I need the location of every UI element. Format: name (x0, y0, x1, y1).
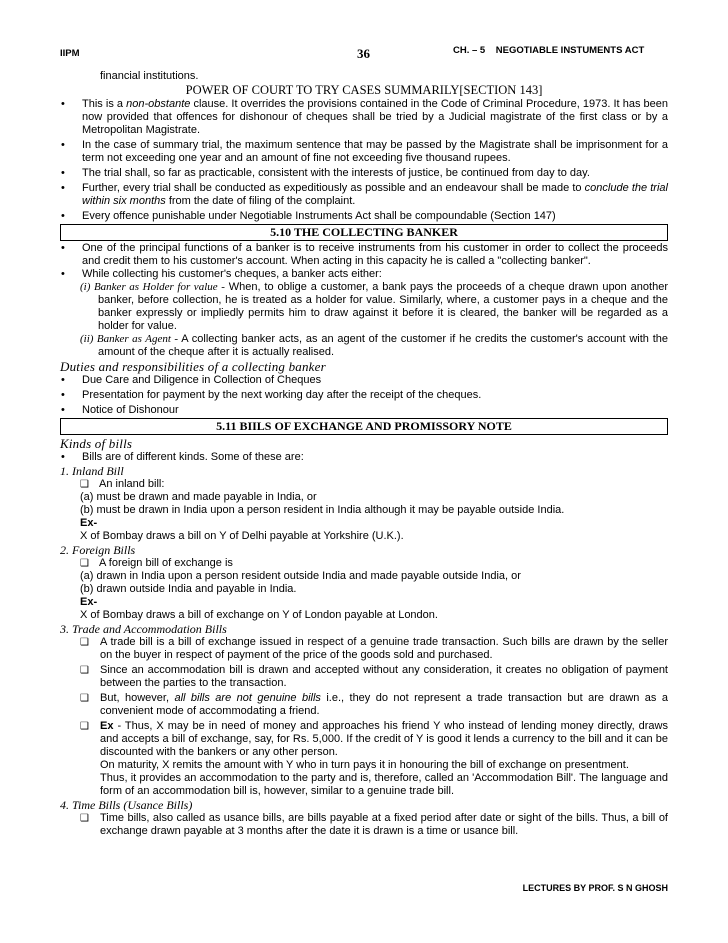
foreign-example: X of Bombay draws a bill of exchange on Y of London payable at London. (80, 609, 438, 621)
list-item: ❑ Time bills, also called as usance bills, are bills payable at a fixed period after date or sight of the bills. Thus, a bill of exchange drawn payable at 3 months after the date it is drawn is a time or usance bill. (80, 812, 668, 837)
square-bullet-icon: ❑ (80, 479, 89, 490)
bullet-dot-icon: • (61, 389, 65, 401)
list-item: ❑ Ex - Thus, X may be in need of money and approaches his friend Y who instead of lending money directly, draws and accepts a bill of exchange, say, for Rs. 5,000. If the credit of Y is good it lends a currency to the bill and it can be discounted with the bankers or any other person. (80, 720, 668, 758)
trade-paragraph: Thus, it provides an accommodation to the party and is, therefore, called an 'Accommodation Bill'. The language and form of an accommodation bill is, however, similar to a genuine trade bill. (100, 772, 668, 797)
header-left: IIPM (60, 48, 80, 59)
page-number: 36 (357, 46, 370, 61)
square-bullet-icon: ❑ (80, 721, 89, 732)
foreign-clause-a: (a) drawn in India upon a person resident outside India and made payable outside India, or (80, 570, 521, 582)
bullet-dot-icon: • (61, 268, 65, 280)
list-item: • Presentation for payment by the next working day after the receipt of the cheques. (61, 389, 482, 401)
square-bullet-icon: ❑ (80, 558, 89, 569)
bullet-dot-icon: • (61, 167, 65, 179)
bullet-dot-icon: • (61, 451, 65, 463)
duties-heading: Duties and responsibilities of a collecting banker (60, 359, 326, 374)
section-title-5-11: 5.11 BIILS OF EXCHANGE AND PROMISSORY NOTE (60, 418, 668, 435)
list-item: • Every offence punishable under Negotiable Instruments Act shall be compoundable (Section 147) (61, 210, 556, 222)
foreign-bill-heading: 2. Foreign Bills (60, 543, 136, 557)
page-body (60, 70, 668, 838)
bullet-dot-icon: • (61, 242, 65, 254)
list-item: • This is a non-obstante clause. It overrides the provisions contained in the Code of Criminal Procedure, 1973. It has been now provided that offences for dishonour of cheques shall be tried by a Judicial magistrate of the first class or by a Metropolitan Magistrate. (61, 98, 669, 136)
square-bullet-icon: ❑ (80, 665, 89, 676)
list-item: • Due Care and Diligence in Collection of Cheques (61, 374, 322, 386)
list-item: ❑ A foreign bill of exchange is (80, 557, 233, 569)
list-item: ❑ But, however, all bills are not genuine bills i.e., they do not represent a trade transaction but are drawn as a convenient mode of accommodating a friend. (80, 692, 668, 717)
kinds-heading: Kinds of bills (60, 436, 133, 451)
list-item: ❑ Since an accommodation bill is drawn and accepted without any consideration, it creates no obligation of payment between the parties to the transaction. (80, 664, 668, 689)
footer-credit: LECTURES BY PROF. S N GHOSH (522, 883, 668, 893)
bullet-dot-icon: • (61, 210, 65, 222)
list-item: • Notice of Dishonour (61, 404, 179, 416)
sub-item-holder-for-value: (i) Banker as Holder for value - When, to oblige a customer, a bank pays the proceeds of a cheque drawn upon another banker, before collection, he is treated as a holder for value. Similarly, where, a customer pays in a cheque and the banker expressly or impliedly permits him to draw against it before it is cleared, the banker will be regarded as a holder for value. (80, 281, 668, 332)
list-item: • The trial shall, so far as practicable, consistent with the interests of justice, be continued from day to day. (61, 167, 590, 179)
trade-bill-heading: 3. Trade and Accommodation Bills (60, 622, 227, 636)
court-bullet-list (60, 98, 668, 223)
continuation-text: financial institutions. (100, 70, 199, 82)
inland-example: X of Bombay draws a bill on Y of Delhi payable at Yorkshire (U.K.). (80, 530, 404, 542)
bullet-dot-icon: • (61, 139, 65, 151)
list-item: • While collecting his customer's cheques, a banker acts either: (61, 268, 382, 280)
list-item: • Bills are of different kinds. Some of these are: (61, 451, 304, 463)
example-label: Ex- (80, 596, 98, 608)
inland-bill-heading: 1. Inland Bill (60, 464, 124, 478)
foreign-clause-b: (b) drawn outside India and payable in India. (80, 583, 297, 595)
list-item: ❑ An inland bill: (80, 478, 165, 490)
time-bill-heading: 4. Time Bills (Usance Bills) (60, 798, 193, 812)
bullet-dot-icon: • (61, 374, 65, 386)
inland-clause-b: (b) must be drawn in India upon a person resident in India although it may be payable outside India. (80, 504, 565, 516)
section-title-5-10: 5.10 THE COLLECTING BANKER (60, 224, 668, 241)
header-right: CH. – 5 NEGOTIABLE INSTUMENTS ACT (453, 45, 645, 56)
bullet-dot-icon: • (61, 404, 65, 416)
section-heading-143: POWER OF COURT TO TRY CASES SUMMARILY[SECTION 143] (185, 83, 543, 97)
square-bullet-icon: ❑ (80, 637, 89, 648)
trade-paragraph: On maturity, X remits the amount with Y who in turn pays it in honouring the bill of exchange on presentment. (100, 759, 629, 771)
list-item: ❑ A trade bill is a bill of exchange issued in respect of a genuine trade transaction. Such bills are drawn by the seller on the buyer in respect of payment of the price of the goods sold and purchased. (80, 636, 668, 661)
inland-clause-a: (a) must be drawn and made payable in India, or (80, 491, 317, 503)
bullet-dot-icon: • (61, 98, 65, 110)
list-item: • In the case of summary trial, the maximum sentence that may be passed by the Magistrate shall be imprisonment for a term not exceeding one year and an amount of fine not exceeding five thousand rupees. (61, 139, 668, 164)
list-item: • One of the principal functions of a banker is to receive instruments from his customer in order to collect the proceeds and credit them to his customer's account. When acting in this capacity he is called a "collecting banker". (61, 242, 668, 267)
square-bullet-icon: ❑ (80, 813, 89, 824)
sub-item-agent: (ii) Banker as Agent - A collecting banker acts, as an agent of the customer if he credits the customer's account with the amount of the cheque after it is actually realised. (80, 333, 669, 358)
square-bullet-icon: ❑ (80, 693, 89, 704)
example-label: Ex- (80, 517, 98, 529)
list-item: • Further, every trial shall be conducted as expeditiously as possible and an endeavour shall be made to conclude the trial within six months from the date of filing of the complaint. (61, 182, 668, 207)
bullet-dot-icon: • (61, 182, 65, 194)
